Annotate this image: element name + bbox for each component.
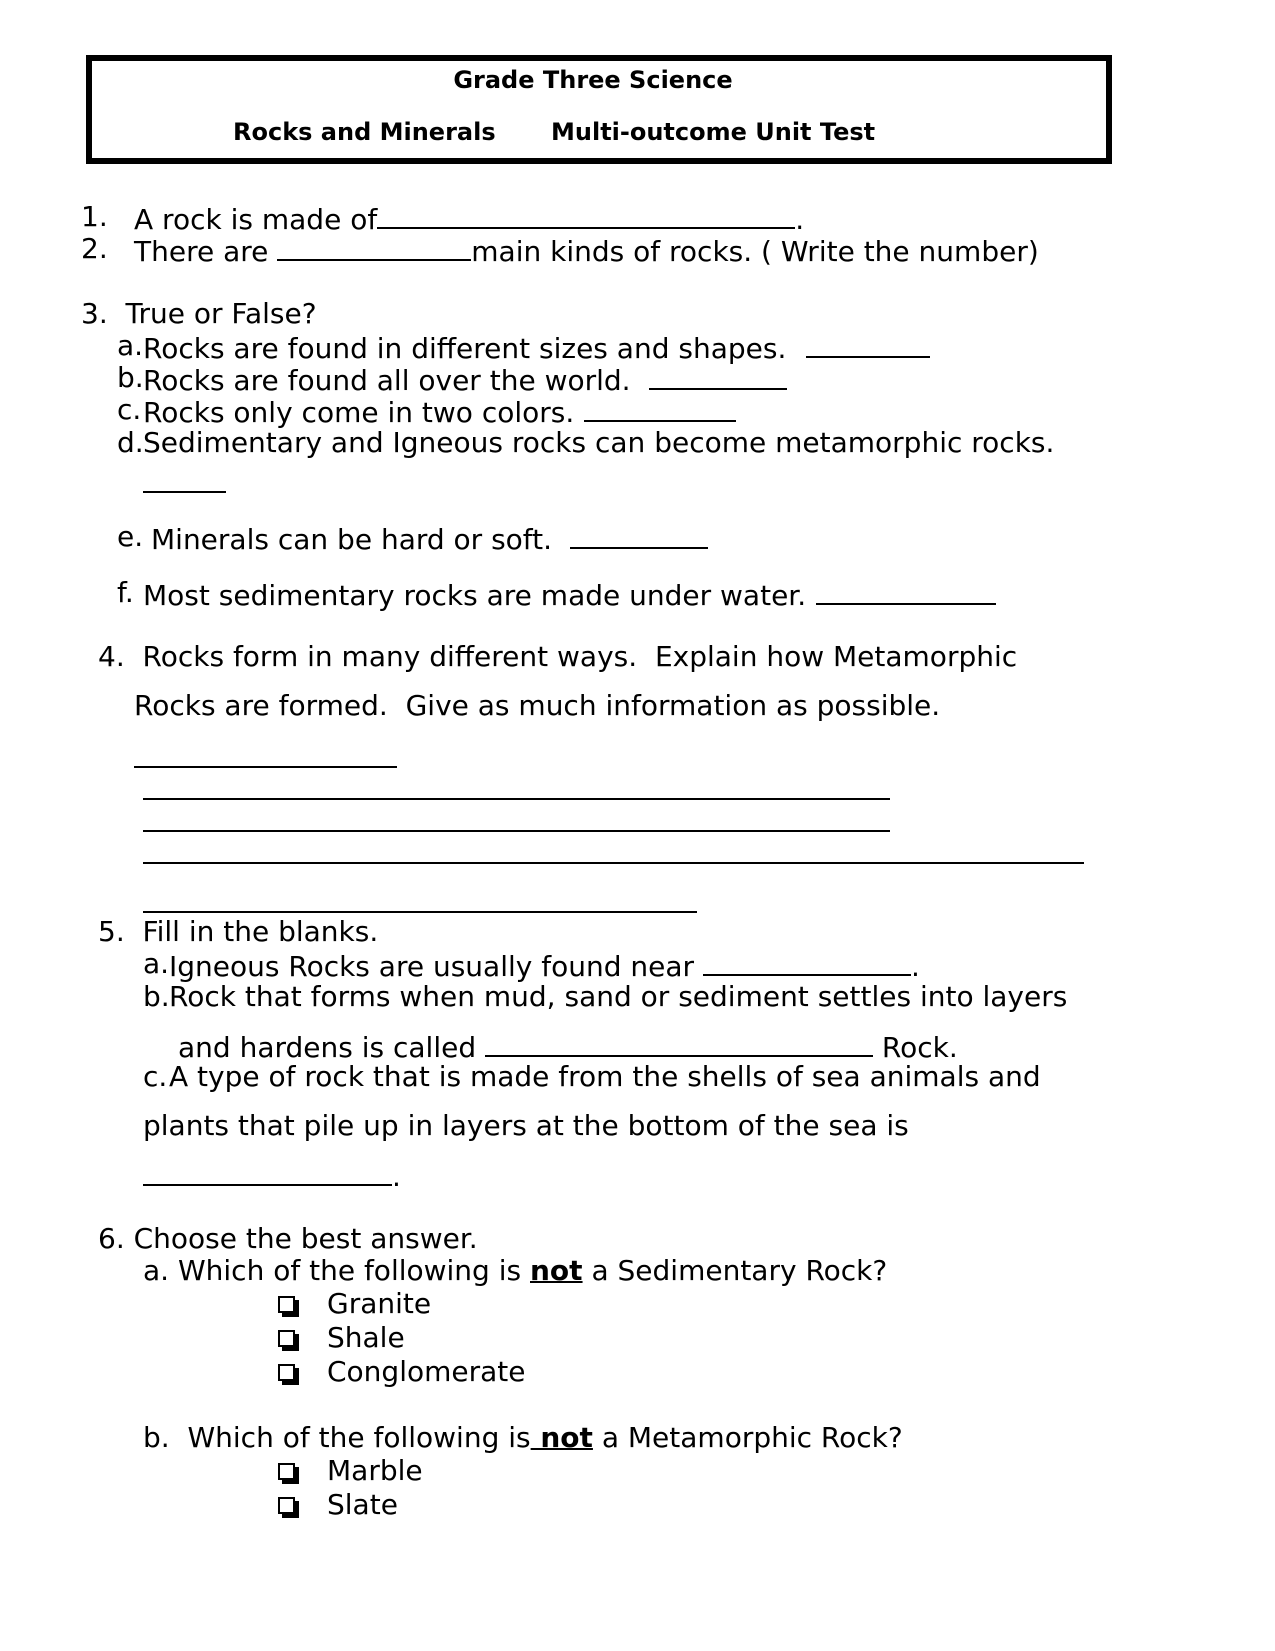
q4-answer-line[interactable] [143, 830, 890, 832]
q6b-suffix: a Metamorphic Rock? [592, 1421, 903, 1454]
q2-text-b: main kinds of rocks. ( Write the number) [471, 235, 1039, 268]
q3b-text: Rocks are found all over the world. [143, 364, 631, 397]
q6b-prefix: b. Which of the following is [143, 1421, 531, 1454]
q3b-row [143, 364, 787, 395]
q5b-line1: Rock that forms when mud, sand or sediment settles into layers [169, 980, 1068, 1013]
q5b-letter: b. [143, 980, 170, 1013]
q3f-letter: f. [117, 576, 134, 609]
q2-text-a: There are [134, 235, 278, 268]
q5c-line2: plants that pile up in layers at the bottom of the sea is [143, 1109, 909, 1142]
q3a-answer-blank[interactable] [806, 332, 930, 358]
header-title: Grade Three Science [453, 66, 733, 94]
q5b-answer-blank[interactable] [485, 1031, 873, 1057]
q5c-answer-blank[interactable] [143, 1160, 392, 1186]
q6a-emphasis: not [530, 1254, 583, 1287]
q6b-emphasis: not [530, 1421, 593, 1454]
q5c-letter: c. [143, 1060, 168, 1093]
checkbox-icon[interactable] [278, 1463, 295, 1480]
q1-number: 1. [81, 200, 108, 233]
q2-number: 2. [81, 232, 108, 265]
q5b-line2: and hardens is called [178, 1031, 486, 1064]
q4-answer-line[interactable] [143, 911, 697, 913]
q3e-letter: e. [117, 520, 144, 553]
q4-prompt-line2: Rocks are formed. Give as much information as possible. [134, 689, 941, 722]
q3e-text: Minerals can be hard or soft. [151, 523, 553, 556]
option-label: Conglomerate [327, 1355, 526, 1388]
checkbox-icon[interactable] [278, 1330, 295, 1347]
q1-end: . [795, 203, 805, 236]
q5a-end: . [910, 950, 920, 983]
header-test-type: Multi-outcome Unit Test [551, 118, 876, 146]
q1-answer-blank[interactable] [377, 203, 795, 229]
q4-answer-line[interactable] [134, 766, 397, 768]
q5b-end: Rock. [873, 1031, 958, 1064]
q3e-answer-blank[interactable] [570, 523, 708, 549]
q3-title: 3. True or False? [81, 297, 317, 330]
q5c-end: . [392, 1160, 401, 1193]
checkbox-icon[interactable] [278, 1364, 295, 1381]
option-label: Shale [327, 1321, 405, 1354]
q3d-letter: d. [117, 426, 144, 459]
q3c-letter: c. [117, 393, 142, 426]
q3f-row [143, 579, 996, 610]
q4-prompt-line1: 4. Rocks form in many different ways. Explain how Metamorphic [98, 640, 1018, 673]
q6b-prompt [143, 1421, 903, 1454]
q2-row [134, 235, 1039, 266]
q6a-prompt [143, 1254, 888, 1287]
q3b-letter: b. [117, 361, 144, 394]
checkbox-icon[interactable] [278, 1497, 295, 1514]
option-label: Slate [327, 1488, 398, 1521]
q3c-text: Rocks only come in two colors. [143, 396, 575, 429]
q6a-option-conglomerate[interactable] [278, 1355, 526, 1388]
q1-row [134, 203, 804, 234]
q3c-row [143, 396, 736, 427]
q5a-letter: a. [143, 947, 170, 980]
q4-answer-line[interactable] [143, 862, 1084, 864]
q3c-answer-blank[interactable] [584, 396, 736, 422]
q5c-line1: A type of rock that is made from the shells of sea animals and [169, 1060, 1041, 1093]
q5c-row3 [143, 1160, 401, 1191]
q3a-row [143, 332, 930, 363]
q3a-text: Rocks are found in different sizes and shapes. [143, 332, 787, 365]
q3a-letter: a. [117, 329, 144, 362]
q2-answer-blank[interactable] [277, 235, 471, 261]
q3d-text: Sedimentary and Igneous rocks can become metamorphic rocks. [143, 426, 1055, 459]
q3b-answer-blank[interactable] [649, 364, 787, 390]
option-label: Marble [327, 1454, 423, 1487]
q5a-text: Igneous Rocks are usually found near [169, 950, 703, 983]
q4-answer-line[interactable] [143, 798, 890, 800]
q1-text: A rock is made of [134, 203, 378, 236]
q5a-row [169, 950, 920, 981]
q6a-suffix: a Sedimentary Rock? [582, 1254, 888, 1287]
q5a-answer-blank[interactable] [703, 950, 911, 976]
q6a-option-granite[interactable] [278, 1287, 432, 1320]
q5b-row2 [178, 1031, 958, 1062]
q6-title: 6. Choose the best answer. [98, 1222, 478, 1255]
option-label: Granite [327, 1287, 432, 1320]
checkbox-icon[interactable] [278, 1296, 295, 1313]
q3d-answer-blank[interactable] [143, 491, 226, 493]
q6b-option-slate[interactable] [278, 1488, 398, 1521]
q3f-text: Most sedimentary rocks are made under water. [143, 579, 807, 612]
q3e-row [151, 523, 708, 554]
q6a-prefix: a. Which of the following is [143, 1254, 530, 1287]
header-unit: Rocks and Minerals [233, 118, 496, 146]
q3f-answer-blank[interactable] [816, 579, 996, 605]
q6a-option-shale[interactable] [278, 1321, 405, 1354]
q5-title: 5. Fill in the blanks. [98, 915, 379, 948]
q6b-option-marble[interactable] [278, 1454, 423, 1487]
